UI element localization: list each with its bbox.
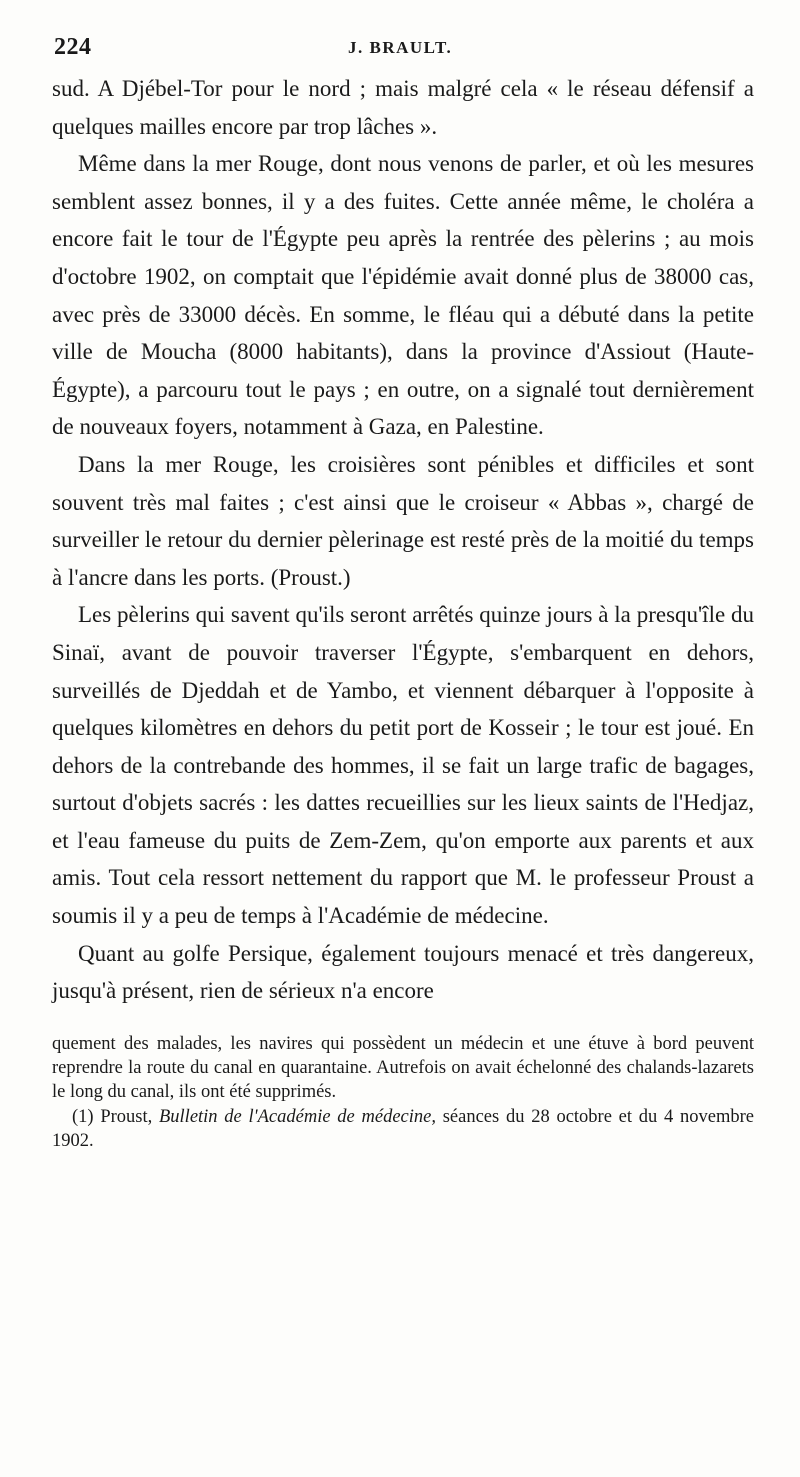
page-header: [52, 30, 754, 68]
footnote-1-title: Bulletin de l'Académie de médecine,: [158, 1106, 436, 1127]
footnote-1-marker: (1) Proust,: [72, 1106, 153, 1127]
footnote-1: [52, 1105, 754, 1154]
footnote-continuation: quement des malades, les navires qui possèdent un médecin et une étuve à bord peuvent reprendre la route du canal en quarantaine. Autrefois on avait échelonné des chalands-lazarets le long du canal, ils ont été supprimés.: [52, 1033, 754, 1103]
footnote-1-rest: séances du 28 octobre et du 4 novembre 1902.: [52, 1106, 754, 1152]
paragraph-5: Quant au golfe Persique, également toujours menacé et très dangereux, jusqu'à présent, rien de sérieux n'a encore: [52, 940, 754, 1004]
paragraph-3: Dans la mer Rouge, les croisières sont pénibles et difficiles et sont souvent très mal faites ; c'est ainsi que le croiseur « Abbas », chargé de surveiller le retour du dernier pèlerinage est resté près de la moitié du temps à l'ancre dans les ports. (Proust.): [52, 451, 754, 590]
page-number: 224: [54, 34, 92, 60]
footnotes: [52, 1032, 754, 1153]
paragraph-1: sud. A Djébel-Tor pour le nord ; mais malgré cela « le réseau défensif a quelques mailles encore par trop lâches ».: [52, 76, 754, 139]
main-text: [52, 70, 754, 1010]
paragraph-2: Même dans la mer Rouge, dont nous venons de parler, et où les mesures semblent assez bonnes, il y a des fuites. Cette année même, le choléra a encore fait le tour de l'Égypte peu après la rentrée des pèlerins ; au mois d'octobre 1902, on comptait que l'épidémie avait donné plus de 38000 cas, avec près de 33000 décès. En somme, le fléau qui a débuté dans la petite ville de Moucha (8000 habitants), dans la province d'Assiout (Haute-Égypte), a parcouru tout le pays ; en outre, on a signalé tout dernièrement de nouveaux foyers, notamment à Gaza, en Palestine.: [52, 151, 754, 440]
paragraph-4: Les pèlerins qui savent qu'ils seront arrêtés quinze jours à la presqu'île du Sinaï, avant de pouvoir traverser l'Égypte, s'embarquent en dehors, surveillés de Djeddah et de Yambo, et viennent débarquer à l'opposite à quelques kilomètres en dehors du petit port de Kosseir ; le tour est joué. En dehors de la contrebande des hommes, il se fait un large trafic de bagages, surtout d'objets sacrés : les dattes recueillies sur les lieux saints de l'Hedjaz, et l'eau fameuse du puits de Zem-Zem, qu'on emporte aux parents et aux amis. Tout cela ressort nettement du rapport que M. le professeur Proust a soumis il y a peu de temps à l'Académie de médecine.: [52, 602, 754, 929]
running-head: J. BRAULT.: [348, 38, 453, 57]
